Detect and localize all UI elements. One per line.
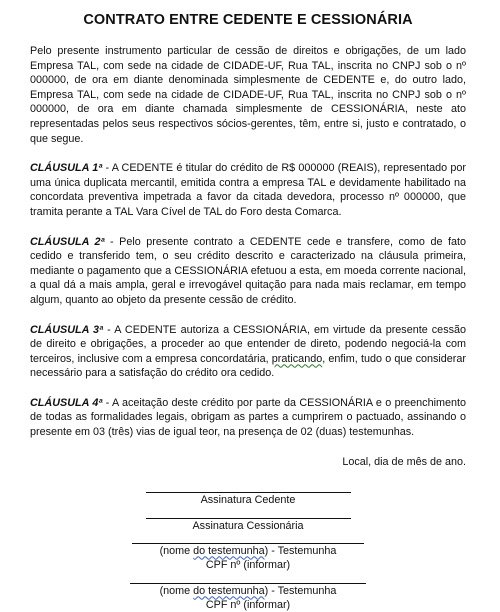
place-date: Local, dia de mês de ano.: [342, 455, 466, 468]
clause-4: [30, 396, 466, 440]
intro-paragraph: Pelo presente instrumento particular de cessão de direitos e obrigações, de um lado Empresa TAL, com sede na cidade de CIDADE-UF, Rua TAL, inscrita no CNPJ sob o nº 000000, de ora em diante denominada simplesmente de CEDENTE e, do outro lado, Empresa TAL, com sede na cidade de CIDADE-UF, Rua TAL, inscrita no CNPJ sob o nº 000000, de ora em diante chamada simplesmente de CESSIONÁRIA, neste ato representadas pelos seus respectivos sócios-gerentes, têm, entre si, justo e contratado, o que segue.: [30, 45, 466, 145]
witness-2-name: [30, 584, 466, 598]
clause-4-label: CLÁUSULA 4ª: [30, 396, 103, 409]
signature-label-cedente: Assinatura Cedente: [200, 493, 296, 506]
witness-2-name-before: (nome: [159, 584, 194, 597]
clause-2: [30, 235, 466, 308]
clause-3-marked-word: praticando: [271, 352, 323, 365]
clause-3-text-before: - A CEDENTE autoriza a CESSIONÁRIA, em virtude da presente cessão de direito e obrigações, a proceder ao que entender de direto, podendo negociá-la com terceiros, inclusive com a empresa concordatária,: [30, 323, 466, 365]
witness-2-cpf: CPF nº (informar): [205, 598, 291, 611]
witness-1-name-after: ) - Testemunha: [264, 544, 337, 557]
clause-2-label: CLÁUSULA 2ª: [30, 235, 105, 248]
clause-4-text: - A aceitação deste crédito por parte da CESSIONÁRIA e o preenchimento de todas as formalidades legais, obrigam as partes a cumprirem o pactuado, assinando o presente em 03 (três) vias de igual teor, na presença de 02 (duas) testemunhas.: [30, 396, 466, 439]
clause-3-text-after: , enfim, tudo o que considerar necessário para a satisfação do crédito ora cedido.: [30, 352, 466, 380]
witness-2-name-after: ) - Testemunha: [264, 584, 337, 597]
clause-2-text: - Pelo presente contrato a CEDENTE cede e transfere, como de fato cedido e transferido tem, o seu crédito descrito e caracterizado na cláusula primeira, mediante o pagamento que a CESSIONÁRIA efetuou a esta, em moeda corrente nacional, a qual dá a mais ampla, geral e irrevogável quitação para nada mais reclamar, em tempo algum, quanto ao objeto da presente cessão de crédito.: [30, 235, 466, 306]
signature-label-cessionaria: Assinatura Cessionária: [192, 519, 304, 532]
clause-1: [30, 161, 466, 219]
clause-1-text: - A CEDENTE é titular do crédito de R$ 000000 (REAIS), representado por uma única duplicata mercantil, emitida contra a empresa TAL e devidamente habilitado na concordata preventiva impetrada a favor da citada devedora, processo nº 000000, que tramita perante a TAL Vara Cível de TAL do Foro desta Comarca.: [30, 162, 466, 218]
witness-1-name: [30, 544, 466, 558]
signature-block: [30, 492, 466, 612]
clause-1-label: CLÁUSULA 1ª: [30, 162, 103, 175]
witness-1-cpf: CPF nº (informar): [205, 558, 291, 571]
clause-3-label: CLÁUSULA 3ª: [30, 323, 104, 336]
witness-2-name-marked: do testemunha: [193, 584, 265, 597]
witness-1-name-marked: do testemunha: [193, 544, 265, 557]
clause-3: [30, 323, 466, 381]
document-title: CONTRATO ENTRE CEDENTE E CESSIONÁRIA: [83, 12, 413, 28]
witness-1-name-before: (nome: [159, 544, 194, 557]
